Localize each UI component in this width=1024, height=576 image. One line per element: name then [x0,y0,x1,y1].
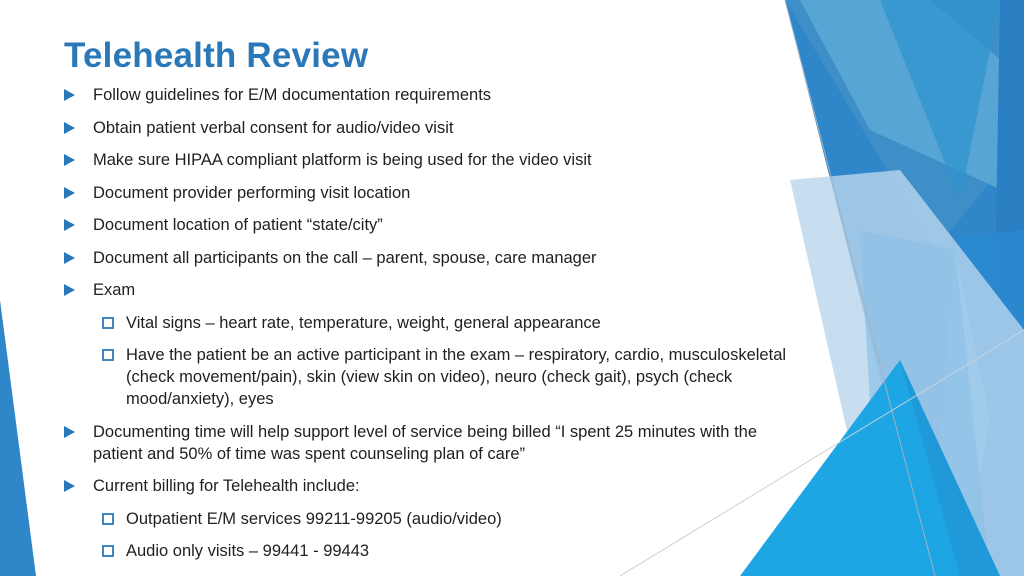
facet-left-corner [0,300,36,576]
slide-title: Telehealth Review [64,36,369,75]
bullet-text: Have the patient be an active participant in the exam – respiratory, cardio, musculoskeletal (check movement/pain), skin (view skin on video), neuro (check gait), psych (check mood/anxiety), eyes [126,346,787,408]
sub-bullet-item [64,540,804,562]
bullet-text: Documenting time will help support level of service being billed “I spent 25 minutes with the patient and 50% of time was spent counseling plan of care” [93,422,758,463]
triangle-bullet-icon [64,182,93,204]
bullet-text: Follow guidelines for E/M documentation requirements [93,86,492,104]
square-bullet-icon [102,312,126,334]
square-bullet-icon [102,344,126,366]
triangle-bullet-icon [64,84,93,106]
bullet-item [64,182,804,204]
bullet-item [64,475,804,497]
bullet-text: Document provider performing visit location [93,183,411,202]
bullet-item [64,149,804,171]
triangle-bullet-icon [64,149,93,171]
bullet-item [64,84,804,106]
square-bullet-icon [102,508,126,530]
triangle-bullet-icon [64,214,93,236]
sub-bullet-item [64,508,804,530]
bullet-list [64,84,804,562]
triangle-bullet-icon [64,247,93,269]
bullet-text: Outpatient E/M services 99211-99205 (audio/video) [126,509,502,528]
bullet-text: Document location of patient “state/city” [93,216,383,234]
bullet-text: Document all participants on the call – parent, spouse, care manager [93,248,597,267]
bullet-text: Make sure HIPAA compliant platform is being used for the video visit [93,151,592,169]
bullet-text: Current billing for Telehealth include: [93,477,360,495]
sub-bullet-item [64,344,804,410]
bullet-text: Audio only visits – 99441 - 99443 [126,542,370,560]
triangle-bullet-icon [64,475,93,497]
triangle-bullet-icon [64,279,93,301]
bullet-item [64,214,804,236]
bullet-item [64,279,804,301]
bullet-item [64,247,804,269]
triangle-bullet-icon [64,421,93,443]
bullet-item [64,117,804,139]
bullet-text: Vital signs – heart rate, temperature, weight, general appearance [126,313,601,332]
bullet-text: Exam [93,281,136,299]
square-bullet-icon [102,540,126,562]
bullet-item [64,421,804,465]
triangle-bullet-icon [64,117,93,139]
sub-bullet-item [64,312,804,334]
bullet-text: Obtain patient verbal consent for audio/video visit [93,118,454,137]
